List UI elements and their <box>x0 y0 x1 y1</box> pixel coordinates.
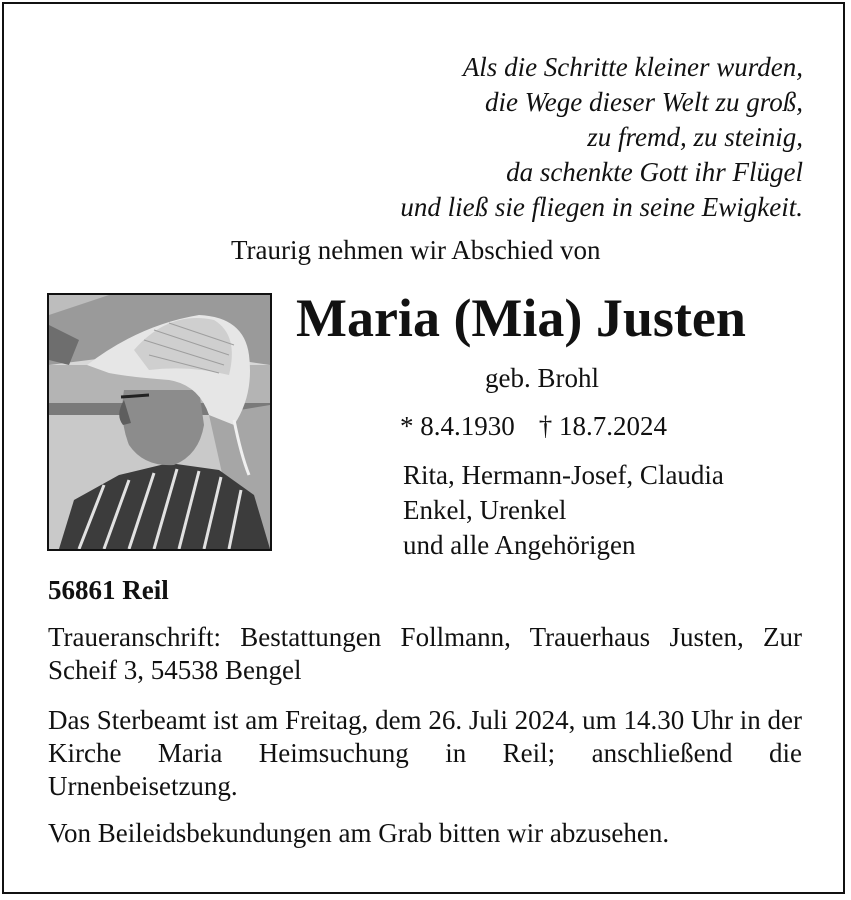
poem-line: Als die Schritte kleiner wurden, <box>462 52 803 82</box>
place-name: 56861 Reil <box>48 575 169 605</box>
service-details-paragraph: Das Sterbeamt ist am Freitag, dem 26. Juli 2024, um 14.30 Uhr in der Kirche Maria Heimsuchung in Reil; anschließend die Urnenbeisetzung. <box>48 705 802 801</box>
intro-text: Traurig nehmen wir Abschied von <box>231 235 601 265</box>
maiden-name: geb. Brohl <box>485 363 599 393</box>
deceased-name: Maria (Mia) Justen <box>296 288 746 348</box>
poem-line: zu fremd, zu steinig, <box>587 122 803 152</box>
birth-date: * 8.4.1930 <box>400 411 515 441</box>
funeral-address-paragraph: Traueranschrift: Bestattungen Follmann, Trauerhaus Justen, Zur Scheif 3, 54538 Bengel <box>48 622 802 685</box>
poem-line: die Wege dieser Welt zu groß, <box>485 87 803 117</box>
mourner-line: und alle Angehörigen <box>403 530 636 560</box>
portrait-photo <box>47 293 272 551</box>
condolence-note-paragraph: Von Beileidsbekundungen am Grab bitten wir abzusehen. <box>48 818 670 848</box>
poem-line: da schenkte Gott ihr Flügel <box>506 157 803 187</box>
mourners-list <box>403 458 724 563</box>
life-dates <box>400 411 667 442</box>
poem-line: und ließ sie fliegen in seine Ewigkeit. <box>400 192 803 222</box>
mourner-line: Rita, Hermann-Josef, Claudia <box>403 460 724 490</box>
poem <box>400 50 803 225</box>
mourner-line: Enkel, Urenkel <box>403 495 567 525</box>
death-date: † 18.7.2024 <box>538 411 667 441</box>
